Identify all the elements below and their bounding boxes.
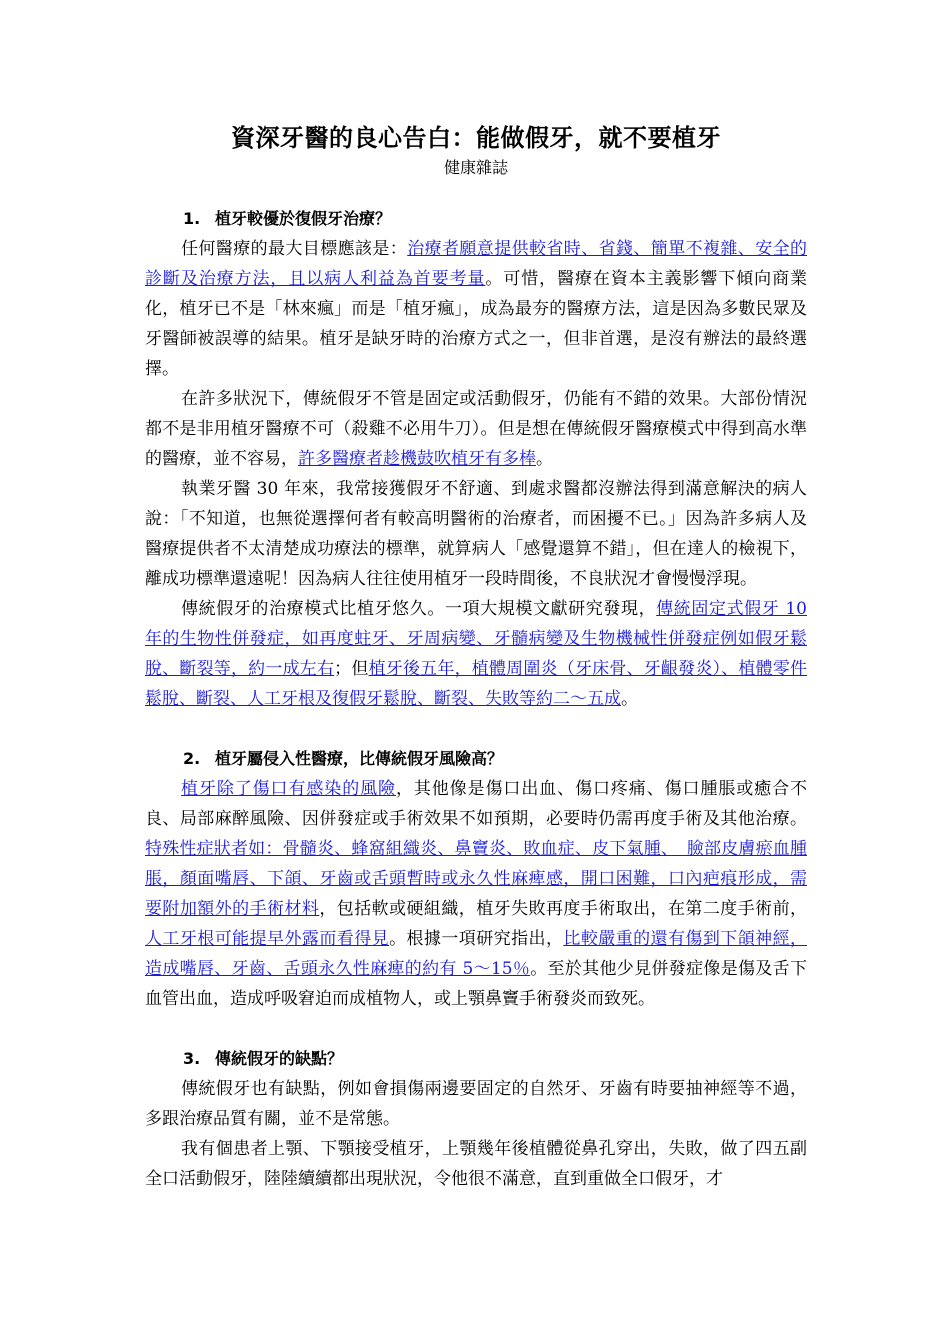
paragraph	[145, 234, 807, 384]
inline-link[interactable]: 許多醫療者趁機鼓吹植牙有多棒	[298, 449, 536, 469]
section-gap	[145, 714, 807, 744]
paragraph	[145, 1134, 807, 1194]
section-heading-text: 植牙屬侵入性醫療，比傳統假牙風險高？	[215, 749, 504, 768]
paragraph	[145, 474, 807, 594]
inline-link[interactable]: 治療者願意提供較省時、省錢、簡單不複雜、安全的診斷及治療方法，且以病人利益為首要考量	[145, 239, 808, 289]
section-number: 1.	[183, 209, 201, 228]
paragraph-text: 我有個患者上顎、下顎接受植牙，上顎幾年後植體從鼻孔穿出，失敗，做了四五副全口活動假牙，陸陸續續都出現狀況，令他很不滿意，直到重做全口假牙，才	[145, 1139, 807, 1189]
paragraph	[145, 1074, 807, 1134]
paragraph	[145, 594, 807, 714]
section-heading	[145, 744, 807, 774]
inline-link[interactable]: 比較嚴重的還有傷到下頜神經，造成嘴唇、牙齒、舌頭永久性麻痺的約有 5～15％	[145, 929, 808, 979]
section-number: 2.	[183, 749, 201, 768]
paragraph-text: 。至於其他少見併發症像是傷及舌下血管出血，造成呼吸窘迫而成植物人，或上顎鼻竇手術發炎而致死。	[145, 959, 807, 1009]
paragraph-text: 傳統假牙的治療模式比植牙悠久。一項大規模文獻研究發現，	[181, 599, 657, 619]
paragraph-text: 。	[621, 689, 638, 709]
paragraph-text: 在許多狀況下，傳統假牙不管是固定或活動假牙，仍能有不錯的效果。大部份情況都不是非用植牙醫療不可（殺雞不必用牛刀）。但是想在傳統假牙醫療模式中得到高水準的醫療，並不容易，	[145, 389, 807, 469]
paragraph-text: 任何醫療的最大目標應該是：	[181, 239, 408, 259]
paragraph-text: 傳統假牙也有缺點，例如會損傷兩邊要固定的自然牙、牙齒有時要抽神經等不過，多跟治療品質有關，並不是常態。	[145, 1079, 807, 1129]
inline-link[interactable]: 植牙除了傷口有感染的風險	[181, 779, 396, 799]
paragraph-text: 執業牙醫 30 年來，我常接獲假牙不舒適、到處求醫都沒辦法得到滿意解決的病人說：「不知道，也無從選擇何者有較高明醫術的治療者，而困擾不已。」因為許多病人及醫療提供者不太清楚成功療法的標準，就算病人「感覺還算不錯」，但在達人的檢視下，離成功標準還遠呢！因為病人往往使用植牙一段時間後，不良狀況才會慢慢浮現。	[145, 479, 807, 589]
paragraph-text: ，其他像是傷口出血、傷口疼痛、傷口腫脹或癒合不良、局部麻醉風險、因併發症或手術效果不如預期，必要時仍需再度手術及其他治療。	[145, 779, 808, 829]
article-body	[145, 204, 807, 1194]
article-source: 健康雜誌	[443, 158, 508, 177]
section-gap	[145, 1014, 807, 1044]
article-title: 資深牙醫的良心告白：能做假牙，就不要植牙	[231, 124, 721, 152]
inline-link[interactable]: 植牙後五年，植體周圍炎（牙床骨、牙齦發炎）、植體零件鬆脫、斷裂、人工牙根及復假牙鬆脫、斷裂、失敗等約二～五成	[145, 659, 808, 709]
section-heading	[145, 204, 807, 234]
inline-link[interactable]: 人工牙根可能提早外露而看得見	[145, 929, 390, 949]
document-page	[145, 120, 807, 1194]
inline-link[interactable]: 特殊性症狀者如：骨髓炎、蜂窩組織炎、鼻竇炎、敗血症、皮下氣腫、 臉部皮膚瘀血腫脹，顏面嘴唇、下頜、牙齒或舌頭暫時或永久性麻痺感，開口困難，口內疤痕形成，需要附加額外的手術材料	[145, 839, 807, 919]
section-number: 3.	[183, 1049, 201, 1068]
section-heading-text: 植牙較優於復假牙治療？	[215, 209, 392, 228]
section-heading-text: 傳統假牙的缺點？	[215, 1049, 344, 1068]
paragraph-text: ；但	[334, 659, 369, 679]
inline-link[interactable]: 傳統固定式假牙 10 年的生物性併發症，如再度蛀牙、牙周病變、牙髓病變及生物機械性併發症例如假牙鬆脫、斷裂等，約一成左右	[145, 599, 807, 679]
paragraph-text: 。可惜，醫療在資本主義影響下傾向商業化，植牙已不是「林來瘋」而是「植牙瘋」，成為最夯的醫療方法，這是因為多數民眾及牙醫師被誤導的結果。植牙是缺牙時的治療方式之一，但非首選，是沒有辦法的最終選擇。	[145, 269, 808, 379]
paragraph	[145, 774, 807, 1014]
paragraph-text: 。	[536, 449, 553, 469]
paragraph	[145, 384, 807, 474]
paragraph-text: 。根據一項研究指出，	[389, 929, 564, 949]
paragraph-text: ，包括軟或硬組織，植牙失敗再度手術取出，在第二度手術前，	[319, 899, 808, 919]
section-heading	[145, 1044, 807, 1074]
